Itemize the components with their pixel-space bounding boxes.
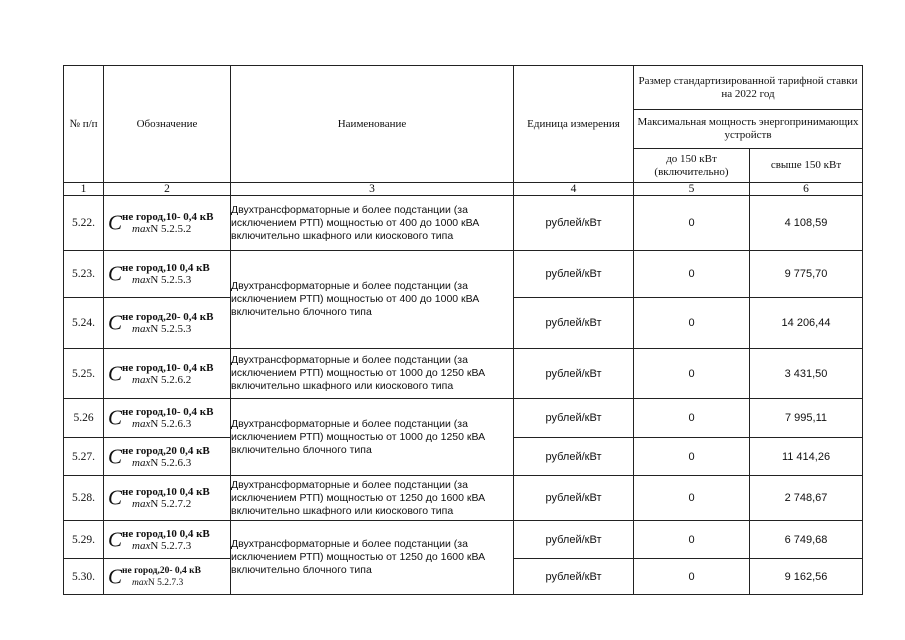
row-number: 5.30.	[64, 559, 104, 595]
table-row	[64, 196, 863, 251]
designation-cell: C не город,10 0,4 кВ maxN 5.2.7.2	[104, 476, 231, 521]
row-number: 5.27.	[64, 438, 104, 476]
name-cell: Двухтрансформаторные и более подстанции (за исключением РТП) мощностью от 1250 до 1600 кВА включительно шкафного или киоскового типа	[231, 476, 514, 521]
tariff-table	[63, 65, 863, 595]
designation-cell: C не город,20- 0,4 кВ maxN 5.2.5.3	[104, 298, 231, 349]
value-over150: 14 206,44	[750, 298, 863, 349]
value-over150: 6 749,68	[750, 521, 863, 559]
unit-cell: рублей/кВт	[514, 196, 634, 251]
value-over150: 4 108,59	[750, 196, 863, 251]
column-number: 5	[634, 183, 750, 196]
value-upto150: 0	[634, 196, 750, 251]
unit-cell: рублей/кВт	[514, 251, 634, 298]
header-over150: свыше 150 кВт	[750, 149, 863, 183]
value-over150: 9 162,56	[750, 559, 863, 595]
value-upto150: 0	[634, 349, 750, 399]
designation-cell: C не город,10 0,4 кВ maxN 5.2.7.3	[104, 521, 231, 559]
name-cell: Двухтрансформаторные и более подстанции (за исключением РТП) мощностью от 400 до 1000 кВА включительно шкафного или киоскового типа	[231, 196, 514, 251]
unit-cell: рублей/кВт	[514, 298, 634, 349]
row-number: 5.22.	[64, 196, 104, 251]
row-number: 5.25.	[64, 349, 104, 399]
column-number: 1	[64, 183, 104, 196]
unit-cell: рублей/кВт	[514, 438, 634, 476]
value-over150: 7 995,11	[750, 399, 863, 438]
table-row	[64, 251, 863, 298]
value-over150: 3 431,50	[750, 349, 863, 399]
unit-cell: рублей/кВт	[514, 399, 634, 438]
row-number: 5.23.	[64, 251, 104, 298]
unit-cell: рублей/кВт	[514, 349, 634, 399]
value-upto150: 0	[634, 438, 750, 476]
table-row	[64, 521, 863, 559]
value-upto150: 0	[634, 251, 750, 298]
value-over150: 2 748,67	[750, 476, 863, 521]
header-no: № п/п	[64, 66, 104, 183]
name-cell: Двухтрансформаторные и более подстанции (за исключением РТП) мощностью от 400 до 1000 кВА включительно блочного типа	[231, 251, 514, 349]
value-over150: 9 775,70	[750, 251, 863, 298]
column-numbers-row	[64, 183, 863, 196]
header-power-group: Максимальная мощность энергопринимающих устройств	[634, 110, 863, 149]
header-rate-group: Размер стандартизированной тарифной ставки на 2022 год	[634, 66, 863, 110]
name-cell: Двухтрансформаторные и более подстанции (за исключением РТП) мощностью от 1250 до 1600 кВА включительно блочного типа	[231, 521, 514, 595]
row-number: 5.24.	[64, 298, 104, 349]
row-number: 5.28.	[64, 476, 104, 521]
name-cell: Двухтрансформаторные и более подстанции (за исключением РТП) мощностью от 1000 до 1250 кВА включительно шкафного или киоскового типа	[231, 349, 514, 399]
unit-cell: рублей/кВт	[514, 476, 634, 521]
name-cell: Двухтрансформаторные и более подстанции (за исключением РТП) мощностью от 1000 до 1250 кВА включительно блочного типа	[231, 399, 514, 476]
table-row	[64, 399, 863, 438]
value-upto150: 0	[634, 521, 750, 559]
row-number: 5.29.	[64, 521, 104, 559]
header-unit: Единица измерения	[514, 66, 634, 183]
designation-cell: C не город,10- 0,4 кВ maxN 5.2.6.3	[104, 399, 231, 438]
row-number: 5.26	[64, 399, 104, 438]
unit-cell: рублей/кВт	[514, 559, 634, 595]
designation-cell: C не город,20 0,4 кВ maxN 5.2.6.3	[104, 438, 231, 476]
designation-cell: C не город,10 0,4 кВ maxN 5.2.5.3	[104, 251, 231, 298]
table-row	[64, 349, 863, 399]
value-upto150: 0	[634, 559, 750, 595]
column-number: 4	[514, 183, 634, 196]
value-upto150: 0	[634, 298, 750, 349]
designation-cell: C не город,10- 0,4 кВ maxN 5.2.5.2	[104, 196, 231, 251]
header-upto150: до 150 кВт (включительно)	[634, 149, 750, 183]
header-name: Наименование	[231, 66, 514, 183]
value-over150: 11 414,26	[750, 438, 863, 476]
column-number: 3	[231, 183, 514, 196]
unit-cell: рублей/кВт	[514, 521, 634, 559]
designation-cell: C не город,20- 0,4 кВ maxN 5.2.7.3	[104, 559, 231, 595]
value-upto150: 0	[634, 399, 750, 438]
header-designation: Обозначение	[104, 66, 231, 183]
designation-cell: C не город,10- 0,4 кВ maxN 5.2.6.2	[104, 349, 231, 399]
column-number: 2	[104, 183, 231, 196]
column-number: 6	[750, 183, 863, 196]
value-upto150: 0	[634, 476, 750, 521]
table-row	[64, 476, 863, 521]
